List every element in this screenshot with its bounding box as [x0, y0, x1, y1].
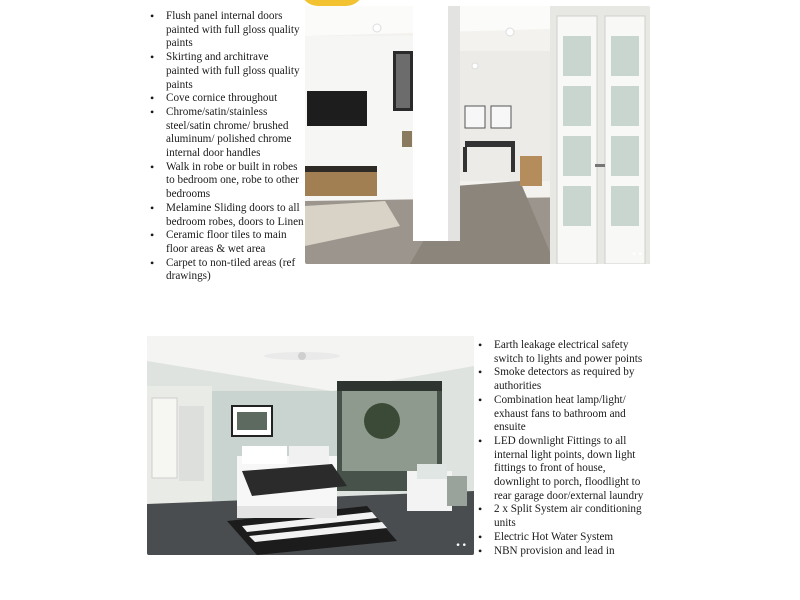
living-hallway-photo[interactable] — [305, 6, 650, 264]
bedroom-illustration — [147, 336, 474, 555]
list-item: • Smoke detectors as required by authorities — [476, 366, 652, 393]
list-item: • Electric Hot Water System — [476, 531, 652, 545]
list-item: • NBN provision and lead in — [476, 545, 652, 559]
list-item: • Cove cornice throughout — [148, 92, 304, 106]
list-item: • Combination heat lamp/light/ exhaust fans to bathroom and ensuite — [476, 394, 652, 435]
list-item: • Earth leakage electrical safety switch to lights and power points — [476, 339, 652, 366]
carousel-indicator[interactable]: •• — [455, 541, 468, 551]
list-item: • Skirting and architrave painted with full gloss quality paints — [148, 51, 304, 92]
list-item: • Ceramic floor tiles to main floor areas & wet area — [148, 229, 304, 256]
bedroom-photo[interactable] — [147, 336, 474, 555]
list-item: • Carpet to non-tiled areas (ref drawings) — [148, 257, 304, 284]
features-list-bottom — [476, 339, 652, 558]
list-item: • Chrome/satin/stainless steel/satin chrome/ brushed aluminum/ polished chrome internal door handles — [148, 106, 304, 161]
list-item: • Walk in robe or built in robes to bedroom one, robe to other bedrooms — [148, 161, 304, 202]
carousel-indicator[interactable]: •• — [631, 250, 644, 260]
list-item: • Melamine Sliding doors to all bedroom robes, doors to Linen — [148, 202, 304, 229]
list-item: • Flush panel internal doors painted with full gloss quality paints — [148, 10, 304, 51]
list-item: • 2 x Split System air conditioning units — [476, 503, 652, 530]
list-item: • LED downlight Fittings to all internal light points, down light fittings to front of house, downlight to porch, floodlight to rear garage door/external laundry — [476, 435, 652, 504]
living-hallway-illustration — [305, 6, 650, 264]
features-list-top — [148, 10, 304, 284]
